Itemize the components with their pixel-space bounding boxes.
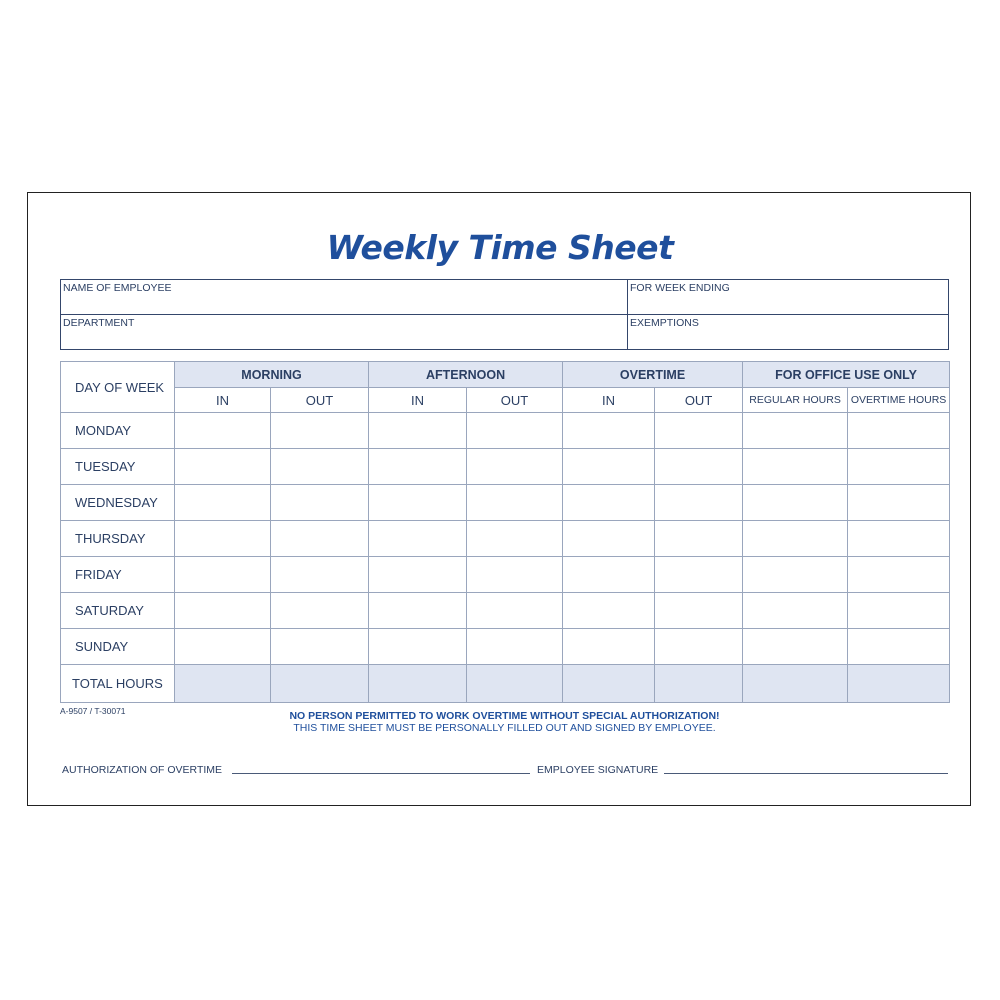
afternoon-header: AFTERNOON — [369, 362, 563, 388]
time-entry-cell[interactable] — [563, 557, 655, 593]
time-entry-cell[interactable] — [467, 629, 563, 665]
time-entry-cell[interactable] — [369, 485, 467, 521]
time-entry-cell[interactable] — [563, 629, 655, 665]
total-cell[interactable] — [848, 665, 950, 703]
name-of-employee-field[interactable]: NAME OF EMPLOYEE — [63, 282, 172, 294]
time-entry-cell[interactable] — [175, 449, 271, 485]
time-entry-cell[interactable] — [655, 521, 743, 557]
time-entry-cell[interactable] — [467, 449, 563, 485]
time-entry-cell[interactable] — [369, 629, 467, 665]
sheet-title: Weekly Time Sheet — [326, 228, 674, 267]
time-entry-cell[interactable] — [369, 557, 467, 593]
day-row — [61, 413, 950, 449]
time-entry-cell[interactable] — [743, 557, 848, 593]
time-entry-cell[interactable] — [467, 521, 563, 557]
form-number: A-9507 / T-30071 — [60, 706, 126, 716]
time-entry-cell[interactable] — [743, 485, 848, 521]
day-label: SATURDAY — [61, 593, 175, 629]
afternoon-in-header: IN — [369, 388, 467, 413]
time-entry-cell[interactable] — [271, 485, 369, 521]
time-entry-cell[interactable] — [369, 413, 467, 449]
time-entry-cell[interactable] — [848, 521, 950, 557]
time-entry-cell[interactable] — [467, 557, 563, 593]
time-entry-cell[interactable] — [563, 521, 655, 557]
time-entry-cell[interactable] — [563, 485, 655, 521]
office-use-header: FOR OFFICE USE ONLY — [743, 362, 950, 388]
authorization-label: AUTHORIZATION OF OVERTIME — [62, 764, 223, 776]
time-entry-cell[interactable] — [271, 557, 369, 593]
overtime-out-header: OUT — [655, 388, 743, 413]
time-entry-cell[interactable] — [467, 413, 563, 449]
time-table-wrapper — [60, 361, 950, 703]
total-cell[interactable] — [271, 665, 369, 703]
total-cell[interactable] — [467, 665, 563, 703]
day-label: TUESDAY — [61, 449, 175, 485]
time-entry-cell[interactable] — [175, 485, 271, 521]
authorization-signature-line[interactable] — [232, 773, 530, 774]
time-entry-cell[interactable] — [655, 557, 743, 593]
time-entry-cell[interactable] — [369, 593, 467, 629]
morning-header: MORNING — [175, 362, 369, 388]
time-entry-cell[interactable] — [175, 557, 271, 593]
afternoon-out-header: OUT — [467, 388, 563, 413]
time-entry-cell[interactable] — [369, 449, 467, 485]
day-label: WEDNESDAY — [61, 485, 175, 521]
overtime-notice: NO PERSON PERMITTED TO WORK OVERTIME WITHOUT SPECIAL AUTHORIZATION! — [289, 710, 720, 722]
time-entry-cell[interactable] — [175, 521, 271, 557]
time-entry-cell[interactable] — [271, 449, 369, 485]
day-label: FRIDAY — [61, 557, 175, 593]
regular-hours-header: REGULAR HOURS — [743, 388, 848, 413]
total-cell[interactable] — [743, 665, 848, 703]
time-entry-cell[interactable] — [743, 521, 848, 557]
time-entry-cell[interactable] — [175, 593, 271, 629]
day-row — [61, 629, 950, 665]
time-entry-cell[interactable] — [271, 521, 369, 557]
time-table — [60, 361, 950, 703]
time-entry-cell[interactable] — [563, 413, 655, 449]
time-entry-cell[interactable] — [369, 521, 467, 557]
day-row — [61, 557, 950, 593]
time-entry-cell[interactable] — [848, 593, 950, 629]
total-cell[interactable] — [655, 665, 743, 703]
time-entry-cell[interactable] — [271, 413, 369, 449]
time-entry-cell[interactable] — [848, 449, 950, 485]
info-divider-horizontal — [61, 314, 948, 315]
day-row — [61, 449, 950, 485]
time-entry-cell[interactable] — [655, 485, 743, 521]
time-entry-cell[interactable] — [743, 449, 848, 485]
time-entry-cell[interactable] — [743, 413, 848, 449]
day-row — [61, 521, 950, 557]
time-entry-cell[interactable] — [655, 449, 743, 485]
total-cell[interactable] — [563, 665, 655, 703]
day-label: MONDAY — [61, 413, 175, 449]
time-entry-cell[interactable] — [467, 593, 563, 629]
day-label: THURSDAY — [61, 521, 175, 557]
time-entry-cell[interactable] — [271, 593, 369, 629]
time-entry-cell[interactable] — [848, 485, 950, 521]
day-row — [61, 593, 950, 629]
time-entry-cell[interactable] — [655, 413, 743, 449]
time-entry-cell[interactable] — [563, 449, 655, 485]
employee-signature-label: EMPLOYEE SIGNATURE — [537, 764, 659, 776]
overtime-in-header: IN — [563, 388, 655, 413]
time-entry-cell[interactable] — [175, 413, 271, 449]
time-entry-cell[interactable] — [655, 593, 743, 629]
department-field[interactable]: DEPARTMENT — [63, 317, 135, 329]
time-entry-cell[interactable] — [848, 557, 950, 593]
time-entry-cell[interactable] — [848, 413, 950, 449]
total-hours-label: TOTAL HOURS — [61, 665, 175, 703]
total-cell[interactable] — [175, 665, 271, 703]
time-entry-cell[interactable] — [743, 593, 848, 629]
time-entry-cell[interactable] — [655, 629, 743, 665]
time-entry-cell[interactable] — [175, 629, 271, 665]
employee-signature-line[interactable] — [664, 773, 948, 774]
overtime-hours-header: OVERTIME HOURS — [848, 388, 950, 413]
overtime-header: OVERTIME — [563, 362, 743, 388]
time-entry-cell[interactable] — [848, 629, 950, 665]
day-label: SUNDAY — [61, 629, 175, 665]
time-entry-cell[interactable] — [467, 485, 563, 521]
week-ending-field[interactable]: FOR WEEK ENDING — [630, 282, 730, 294]
day-row — [61, 485, 950, 521]
morning-out-header: OUT — [271, 388, 369, 413]
exemptions-field[interactable]: EXEMPTIONS — [630, 317, 699, 329]
total-hours-row — [61, 665, 950, 703]
time-entry-cell[interactable] — [563, 593, 655, 629]
employee-info-box — [60, 279, 949, 350]
day-rows — [61, 413, 950, 665]
time-entry-cell[interactable] — [271, 629, 369, 665]
signature-notice: THIS TIME SHEET MUST BE PERSONALLY FILLED OUT AND SIGNED BY EMPLOYEE. — [293, 722, 716, 734]
morning-in-header: IN — [175, 388, 271, 413]
day-of-week-header: DAY OF WEEK — [61, 362, 175, 413]
time-entry-cell[interactable] — [743, 629, 848, 665]
info-divider-vertical — [627, 280, 628, 349]
total-cell[interactable] — [369, 665, 467, 703]
